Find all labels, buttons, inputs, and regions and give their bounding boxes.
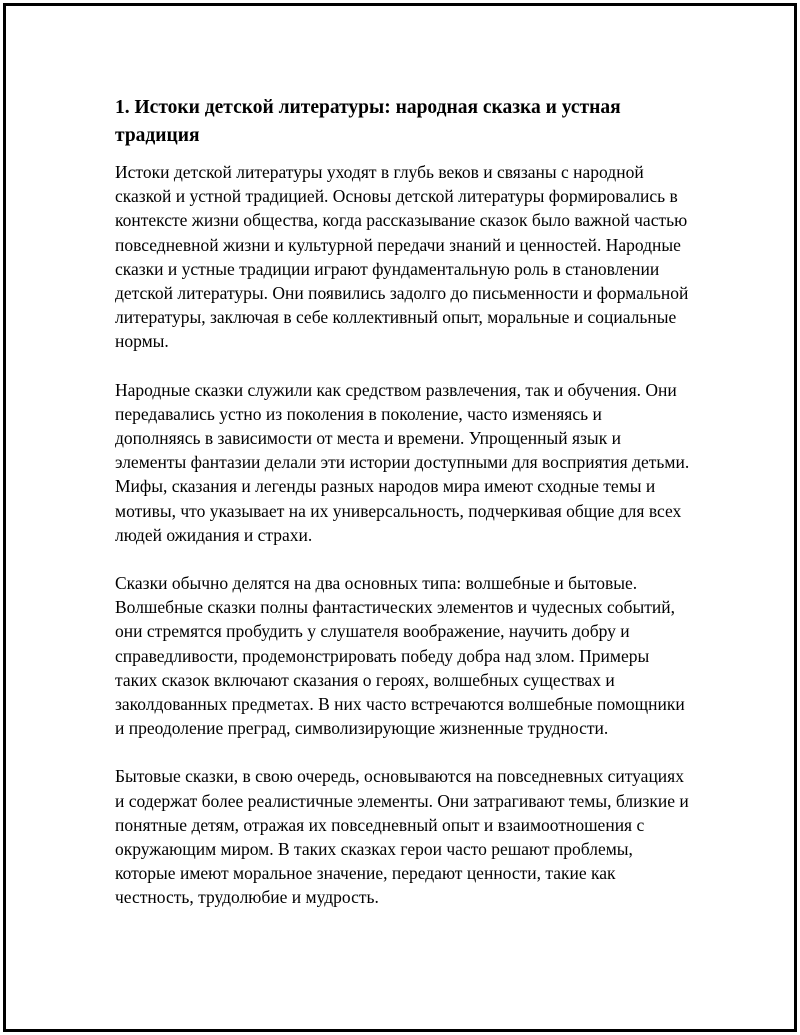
paragraph-everyday-tales: Бытовые сказки, в свою очередь, основываются на повседневных ситуациях и содержат более реалистичные элементы. Они затрагивают темы, близкие и понятные детям, отражая их повседневный опыт и взаимоотношения с окружающим миром. В таких сказках герои часто решают проблемы, которые имеют моральное значение, передают ценности, такие как честность, трудолюбие и мудрость. (115, 766, 689, 908)
paragraph-origins: Истоки детской литературы уходят в глубь веков и связаны с народной сказкой и устной традицией. Основы детской литературы формировались в контексте жизни общества, когда рассказывание сказок было важной частью повседневной жизни и культурной передачи знаний и ценностей. Народные сказки и устные традиции играют фундаментальную роль в становлении детской литературы. Они появились задолго до письменности и формальной литературы, заключая в себе коллективный опыт, моральные и социальные нормы. (115, 162, 689, 352)
section-heading: 1. Истоки детской литературы: народная сказка и устная традиция (115, 97, 621, 146)
paragraph-purpose: Народные сказки служили как средством развлечения, так и обучения. Они передавались устно из поколения в поколение, часто изменяясь и дополняясь в зависимости от места и времени. Упрощенный язык и элементы фантазии делали эти истории доступными для восприятия детьми. Мифы, сказания и легенды разных народов мира имеют сходные темы и мотивы, что указывает на их универсальность, подчеркивая общие для всех людей ожидания и страхи. (115, 379, 690, 545)
document-body (115, 94, 690, 934)
paragraph-types: Сказки обычно делятся на два основных типа: волшебные и бытовые. Волшебные сказки полны фантастических элементов и чудесных событий, они стремятся пробудить у слушателя воображение, научить добру и справедливости, продемонстрировать победу добра над злом. Примеры таких сказок включают сказания о героях, волшебных существах и заколдованных предметах. В них часто встречаются волшебные помощники и преодоление преград, символизирующие жизненные трудности. (115, 573, 685, 739)
